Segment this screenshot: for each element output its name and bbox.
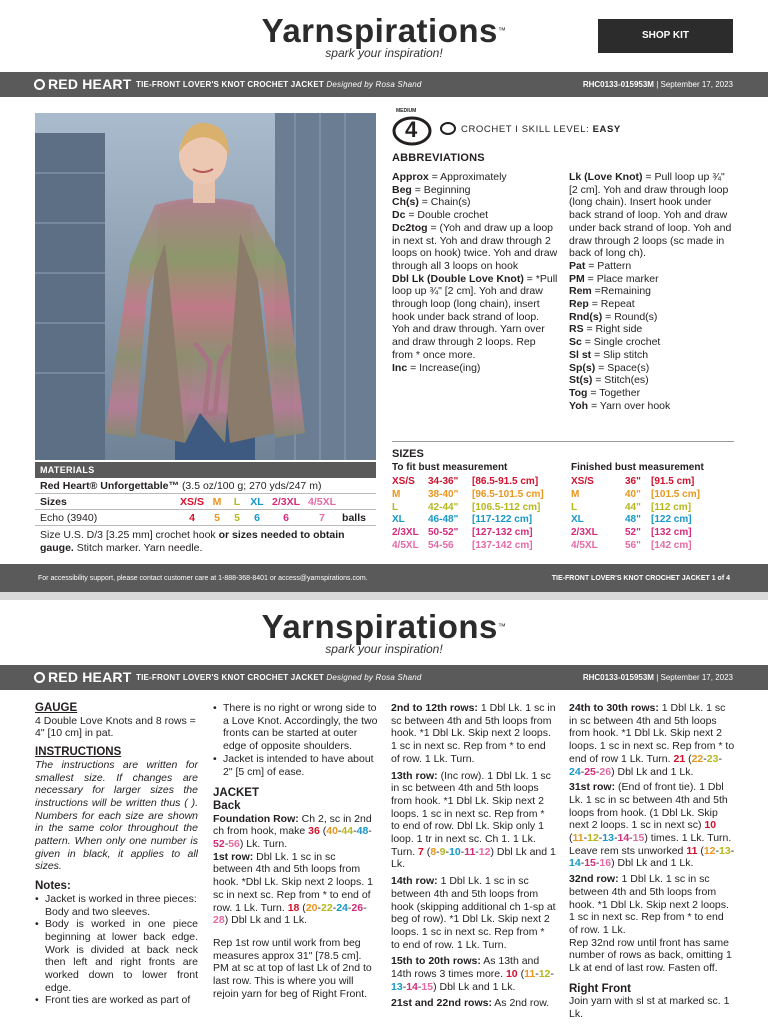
size-number: 26 [599, 765, 612, 778]
row-label: 31st row: [569, 781, 616, 794]
weight-number: 4 [405, 117, 418, 142]
gauge-heading: GAUGE [35, 702, 78, 714]
size-number: 24 [336, 901, 348, 914]
abbreviations-left-column [392, 171, 558, 374]
abbreviation-definition: =Remaining [591, 285, 652, 298]
abbreviation-definition: = Chain(s) [418, 196, 471, 209]
size-number: 14 [406, 980, 418, 993]
row-label: 14th row: [391, 875, 438, 888]
sizes-label: Sizes [40, 496, 67, 508]
size-number: 22 [691, 752, 704, 765]
abbreviation-item [392, 184, 558, 197]
jacket-back-column [213, 702, 378, 1000]
abbreviation-term: Pat [569, 259, 586, 272]
size-cm: [106.5-112 cm] [472, 501, 541, 513]
row-text: Dbl Lk and 1 Lk. [391, 845, 556, 871]
row-label: 2nd to 12th rows: [391, 702, 478, 714]
size-inches: 36" [625, 476, 641, 487]
pattern-title [136, 673, 422, 682]
pattern-code-text: RHC0133-015953M [582, 80, 654, 89]
size-number: 22 [321, 901, 333, 914]
size-number: 15 [584, 857, 596, 870]
right-front-heading: Right Front [569, 982, 631, 995]
abbreviation-term: Rnd(s) [569, 310, 603, 323]
size-row [392, 540, 567, 553]
designer-credit: Designed by Rosa Shand [326, 80, 422, 89]
gauge-text: 4 Double Love Knots and 8 rows = 4" [10 cm] in pat. [35, 714, 196, 740]
size-name: XL [392, 514, 405, 526]
pattern-code [583, 80, 733, 89]
abbreviation-item [569, 260, 735, 273]
size-number: 28 [213, 914, 225, 927]
row-text: (Inc row). 1 Dbl Lk. 1 sc in sc between 4th and 5th loops from hook. *1 Dbl Lk. Skip next 2 loops. 1 sc in next sc. Rep from * to end of row. Dbl Lk. Skip only 1 loop. 1 tr in next sc. Ch 1. 1 Lk. Turn. [391, 769, 551, 858]
size-number: 10 [704, 819, 717, 832]
abbreviation-term: Sc [569, 336, 582, 349]
size-number: 56 [228, 838, 240, 851]
size-4-5xl: 4/5XL [307, 496, 336, 508]
size-row [392, 502, 567, 515]
abbreviation-definition: = Place marker [584, 272, 659, 285]
size-number: 11 [572, 832, 584, 845]
abbreviations-right-column [569, 171, 735, 412]
abbreviation-item [392, 209, 558, 222]
size-2-3xl: 2/3XL [271, 496, 300, 508]
row-label: 13th row: [391, 769, 438, 782]
size-cm: [117-122 cm] [472, 514, 533, 526]
size-numbers: 21 (22-23-24-25-26) [569, 752, 722, 778]
abbreviation-term: RS [569, 323, 584, 336]
size-number: 20 [305, 901, 318, 914]
size-name: 4/5XL [392, 539, 419, 551]
back-heading: Back [213, 799, 241, 812]
row-text: Dbl Lk. 1 sc in sc between 4th and 5th loops from hook. *Dbl Lk. Skip next 2 loops. 1 sc in next sc. Rep from * to end of row. 1 Lk. Turn. [213, 850, 373, 914]
row-text: As 2nd row. [491, 997, 550, 1010]
designer-credit: Designed by Rosa Shand [326, 673, 422, 682]
abbreviation-definition: = Stitch(es) [592, 374, 649, 387]
abbreviation-item [569, 387, 735, 400]
size-number: 8 [430, 845, 437, 858]
note-item: • Jacket is intended to have about 2" [5 cm] of ease. [213, 753, 378, 778]
abbreviation-item [569, 349, 735, 362]
abbreviation-item [569, 362, 735, 375]
size-l: L [233, 496, 241, 508]
abbreviation-term: Dc [392, 209, 406, 222]
abbreviation-definition: = (Yoh and draw up a loop in next st. Yoh and draw through 2 loops on hook) twice. Yoh and draw through all 3 loops on hook [392, 221, 558, 272]
size-number: 23 [706, 752, 719, 765]
size-number: 11 [686, 844, 698, 857]
row-31 [569, 781, 735, 870]
front-rows-column-2 [569, 702, 735, 1021]
row-text: 1 Dbl Lk. 1 sc in sc between 4th and 5th loops from hook. *1 Dbl Lk. Skip next 2 loops. 1 sc in next sc. Rep from * to end of row. 1 Lk. Turn. [391, 702, 556, 765]
abbreviations-heading: ABBREVIATIONS [392, 152, 485, 164]
abbreviation-term: Tog [569, 386, 588, 399]
size-numbers: 11 (12-13-14-15-16) [569, 844, 735, 870]
note-item: • Body is worked in one piece beginning at lower back edge. Work is divided at back neck then left and right fronts are worked down to lower front edge. [35, 918, 198, 994]
color-name: Echo (3940) [40, 512, 98, 524]
weight-label: MEDIUM [396, 108, 417, 114]
abbreviation-item [569, 336, 735, 349]
abbreviation-definition: = Single crochet [581, 336, 661, 349]
size-number: 52 [213, 838, 225, 851]
abbreviation-term: Lk (Love Knot) [569, 171, 643, 183]
finished-table [571, 476, 731, 553]
notions-text: Stitch marker. Yarn needle. [73, 542, 203, 554]
size-inches: 46-48" [428, 514, 459, 526]
size-cm: [86.5-91.5 cm] [472, 476, 539, 487]
materials-hook [35, 526, 376, 555]
balls-label: balls [342, 512, 366, 524]
abbreviation-term: St(s) [569, 374, 593, 387]
size-numbers: 10 (11-12-13-14-15) [391, 968, 554, 993]
balls-m: 5 [214, 512, 220, 524]
abbreviation-term: Ch(s) [392, 196, 419, 209]
row-text: (End of front tie). 1 Dbl Lk. 1 sc in sc between 4th and 5th loops from hook. (1 Dbl Lk. Skip next 2 loops. 1 sc in next sc) [569, 781, 728, 832]
balls-xl: 6 [254, 512, 260, 524]
row-text: 1 Dbl Lk. 1 sc in sc between 4th and 5th loops from hook. *1 Dbl Lk. Skip next 2 loops. 1 sc in next sc. Rep from * to end of row. 1 Lk. [569, 873, 729, 936]
size-number: 15 [421, 980, 434, 993]
pattern-code [583, 673, 733, 682]
size-cm: [127-132 cm] [472, 527, 533, 539]
size-number: 13 [391, 980, 403, 993]
size-number: 12 [538, 968, 551, 981]
balls-2-3xl: 6 [283, 512, 289, 524]
row-text: Dbl Lk and 1 Lk. [614, 857, 694, 870]
abbreviation-item [569, 400, 735, 413]
row-label: Foundation Row: [213, 812, 299, 825]
rows-15-20 [391, 955, 556, 993]
abbreviation-item [569, 323, 735, 336]
logo-text: Yarnspirations [261, 608, 498, 645]
title-band [0, 665, 768, 690]
pattern-date: | September 17, 2023 [656, 80, 733, 89]
red-heart-text: RED HEART [48, 76, 132, 92]
size-inches: 52" [625, 527, 641, 539]
row-14 [391, 875, 556, 951]
size-number: 26 [351, 901, 364, 914]
abbreviation-definition: = Approximately [428, 171, 507, 183]
size-numbers: 36 (40-44-48-52-56) [213, 825, 372, 851]
page-footer [0, 564, 768, 592]
abbreviation-item [392, 222, 558, 273]
hook-text: Size U.S. D/3 [3.25 mm] crochet hook [40, 529, 219, 541]
pattern-date: | September 17, 2023 [656, 673, 733, 682]
size-name: 2/3XL [571, 527, 598, 539]
size-row [571, 489, 731, 502]
abbreviation-item [569, 285, 735, 298]
size-number: 10 [449, 845, 461, 858]
size-numbers: 7 (8-9-10-11-12) [418, 845, 494, 858]
row-text: Dbl Lk and 1 Lk. [228, 914, 307, 927]
row-text: Dbl Lk and 1 Lk. [614, 765, 694, 778]
size-inches: 40" [625, 488, 641, 500]
size-number: 16 [599, 857, 612, 870]
abbreviation-term: Approx [392, 171, 429, 183]
hook-gauge-text: or sizes needed to obtain gauge. [40, 529, 345, 554]
size-row [571, 514, 731, 527]
size-inches: 42-44" [428, 501, 459, 513]
size-number: 12 [478, 845, 491, 858]
row-label: 24th to 30th rows: [569, 702, 659, 714]
size-row [392, 527, 567, 540]
materials-table [35, 462, 376, 555]
size-number: 18 [287, 901, 300, 914]
yarn-detail: (3.5 oz/100 g; 270 yds/247 m) [181, 480, 322, 492]
abbreviation-definition: = Yarn over hook [588, 399, 671, 412]
abbreviation-definition: = Pattern [585, 259, 632, 272]
size-name: XS/S [392, 476, 415, 487]
row-label: 1st row: [213, 850, 254, 863]
size-row [571, 540, 731, 553]
crochet-hook-icon [440, 122, 456, 135]
craft-label: CROCHET [461, 124, 512, 135]
size-cm: [132 cm] [651, 527, 692, 539]
logo-tagline: spark your inspiration! [325, 46, 443, 60]
note-item: • There is no right or wrong side to a Love Knot. Accordingly, the two fronts can be started at outer edge of opposite shoulders. [213, 702, 378, 753]
row-1 [213, 851, 378, 927]
abbreviation-definition: = Double crochet [405, 209, 489, 222]
foundation-row [213, 813, 378, 851]
size-number: 13 [602, 832, 614, 845]
notes-heading: Notes: [35, 880, 71, 893]
size-number: 21 [673, 752, 686, 765]
size-number: 7 [418, 845, 424, 858]
abbreviation-term: Yoh [569, 399, 589, 412]
size-number: 10 [505, 968, 518, 981]
size-xl: XL [250, 496, 264, 508]
abbreviation-term: Rep [569, 298, 589, 311]
front-rows-column [391, 702, 556, 1010]
size-row [392, 476, 567, 489]
gauge-instructions-column [35, 702, 198, 1007]
row-text: 1 Dbl Lk. 1 sc in sc between 4th and 5th loops from hook (skipping additional ch 1-sp at beg of row). *1 Dbl Lk. Skip next 2 loops. 1 sc in next sc. Rep from * to end of row. 1 Lk. Turn. [391, 875, 556, 951]
size-number: 12 [703, 844, 716, 857]
row-text: times. 1 Lk. Turn. Leave rem sts unworked [569, 832, 732, 857]
logo-tm: ™ [497, 26, 507, 35]
abbreviation-definition: = Together [587, 386, 641, 399]
abbreviation-term: PM [569, 272, 585, 285]
abbreviation-item [569, 171, 735, 260]
size-cm: [91.5 cm] [651, 476, 695, 487]
size-cm: [142 cm] [651, 539, 692, 551]
size-row [571, 527, 731, 540]
size-inches: 54-56 [428, 539, 454, 551]
pattern-title-text: TIE-FRONT LOVER'S KNOT CROCHET JACKET [136, 80, 324, 89]
skill-value: EASY [592, 124, 621, 135]
abbreviation-item [392, 171, 558, 184]
size-cm: [137-142 cm] [472, 539, 533, 551]
rows-21-22 [391, 997, 556, 1010]
balls-xs: 4 [189, 512, 195, 524]
size-cm: [112 cm] [651, 501, 692, 513]
size-number: 14 [569, 857, 581, 870]
materials-yarn-row [35, 478, 376, 494]
heart-icon [34, 79, 45, 90]
row-text: Ch 2, sc in 2nd ch from hook, make [213, 812, 372, 838]
balls-4-5xl: 7 [319, 512, 325, 524]
abbreviation-term: Inc [392, 361, 408, 374]
abbreviation-definition: = Beginning [411, 183, 471, 196]
size-xs: XS/S [180, 496, 204, 508]
note-item: • Front ties are worked as part of [35, 994, 198, 1007]
heart-icon [34, 672, 45, 683]
size-name: M [571, 488, 580, 500]
abbreviation-definition: = Round(s) [602, 310, 658, 323]
size-cm: [101.5 cm] [651, 488, 700, 500]
abbreviation-definition: = Right side [583, 323, 643, 336]
size-name: 2/3XL [392, 527, 419, 539]
size-row [392, 514, 567, 527]
size-row [571, 502, 731, 515]
abbreviation-definition: = Space(s) [595, 361, 650, 374]
abbreviation-term: Dc2tog [392, 221, 428, 234]
materials-color-row [35, 510, 376, 526]
abbreviation-item [569, 311, 735, 324]
abbreviation-item [569, 374, 735, 387]
abbreviation-item [569, 273, 735, 286]
accessibility-note[interactable]: For accessibility support, please contact customer care at 1-888-368-8401 or access@yarnspirations.com. [38, 575, 368, 582]
size-number: 11 [464, 845, 476, 858]
yarnspirations-logo[interactable] [0, 610, 768, 656]
model-illustration [35, 113, 376, 460]
red-heart-text: RED HEART [48, 669, 132, 685]
shop-kit-button[interactable]: SHOP KIT [598, 19, 733, 53]
abbreviation-term: Dbl Lk (Double Love Knot) [392, 272, 524, 285]
materials-heading: MATERIALS [35, 462, 376, 478]
instructions-heading: INSTRUCTIONS [35, 746, 122, 759]
size-name: XL [571, 514, 584, 526]
size-number: 12 [587, 832, 599, 845]
size-number: 36 [308, 825, 320, 838]
jacket-photo [35, 113, 376, 460]
pattern-code-text: RHC0133-015953M [582, 673, 654, 682]
abbreviation-term: Rem [569, 285, 592, 298]
row-text: 1 Dbl Lk. 1 sc in sc between 4th and 5th loops from hook. *1 Dbl Lk. Skip next 2 loops. 1 sc in next sc. Rep from * to end of row 1 Lk. Turn. [569, 702, 735, 765]
title-band [0, 72, 768, 97]
size-number: 9 [439, 845, 446, 858]
size-number: 24 [569, 765, 581, 778]
size-row [571, 476, 731, 489]
size-name: L [392, 501, 399, 513]
logo-tagline: spark your inspiration! [325, 642, 443, 656]
balls-l: 5 [234, 512, 240, 524]
abbreviation-term: Sl st [569, 348, 592, 361]
red-heart-logo [34, 76, 131, 92]
rows-24-30 [569, 702, 735, 778]
pattern-title-text: TIE-FRONT LOVER'S KNOT CROCHET JACKET [136, 673, 324, 682]
section-divider [392, 441, 734, 442]
size-numbers: 10 (11-12-13-14-15) [569, 819, 717, 845]
abbreviation-term: Sp(s) [569, 361, 596, 374]
bust-heading: To fit bust measurement [392, 462, 508, 473]
yarn-name: Red Heart® Unforgettable™ [40, 480, 180, 492]
pattern-title [136, 80, 422, 89]
size-cm: [96.5-101.5 cm] [472, 488, 544, 500]
size-row [392, 489, 567, 502]
red-heart-logo [34, 669, 131, 685]
abbreviation-definition: = *Pull loop up ¾" [2 cm]. Yoh and draw through loop (long chain), insert hook under back strand of loop. Yoh and draw through. Yarn over and draw through 2 loops. Rep from * once more. [392, 272, 558, 361]
skill-label: SKILL LEVEL: [521, 124, 590, 135]
size-inches: 44" [625, 501, 641, 513]
yarn-weight-icon [392, 108, 432, 145]
size-name: XS/S [571, 476, 594, 487]
size-m: M [212, 496, 222, 508]
rows-2-12 [391, 702, 556, 766]
jacket-heading: JACKET [213, 787, 260, 800]
abbreviation-definition: = Increase(ing) [407, 361, 481, 374]
skill-level [440, 122, 621, 135]
size-inches: 48" [625, 514, 641, 526]
abbreviation-item [392, 273, 558, 362]
repeat-text: Rep 32nd row until front has same number of rows as back, omitting 1 Lk at end of last row. Fasten off. [569, 936, 732, 975]
bust-table [392, 476, 567, 553]
logo-tm: ™ [497, 622, 507, 631]
row-13 [391, 770, 556, 872]
size-name: 4/5XL [571, 539, 598, 551]
size-number: 40 [326, 825, 338, 838]
abbreviation-definition: = Pull loop up ¾" [2 cm]. Yoh and draw through loop (long chain). Insert hook under back strand of loop. Yoh and draw under back strand of loop. Yoh and draw through 2 loops (sc made in back of long ch). [569, 171, 732, 260]
size-cm: [122 cm] [651, 514, 692, 526]
page-number: TIE-FRONT LOVER'S KNOT CROCHET JACKET 1 of 4 [551, 575, 730, 582]
row-label: 32nd row: [569, 873, 619, 886]
size-name: M [392, 488, 401, 500]
size-number: 25 [584, 765, 596, 778]
row-label: 21st and 22nd rows: [391, 997, 492, 1010]
size-inches: 34-36" [428, 476, 459, 487]
size-number: 44 [341, 825, 354, 838]
size-numbers: 18 (20-22-24-26-28) [213, 901, 367, 927]
abbreviation-item [392, 362, 558, 375]
repeat-text: Rep 1st row until work from beg measures approx 31" [78.5 cm]. PM at sc at top of last Lk of 2nd to last row. This is where you will rejoin yarn for beg of Right Front. [213, 936, 372, 1000]
row-32 [569, 873, 735, 937]
note-item: • Jacket is worked in three pieces: Body and two sleeves. [35, 893, 198, 918]
right-front-text: Join yarn with sl st at marked sc. 1 Lk. [569, 995, 730, 1021]
size-inches: 50-52" [428, 527, 459, 539]
abbreviation-definition: = Slip stitch [591, 348, 649, 361]
size-number: 14 [617, 832, 630, 845]
abbreviation-term: Beg [392, 183, 412, 196]
row-text: As 13th and 14th rows 3 times more. [391, 955, 540, 981]
size-number: 11 [524, 968, 536, 981]
instructions-text: The instructions are written for smallest size. If changes are necessary for larger sizes the instructions will be written thus ( ). Numbers for each size are shown in the same color throughout the pattern. When only one number is given in black, it applies to all sizes. [35, 758, 198, 873]
size-number: 15 [632, 832, 645, 845]
abbreviation-definition: = Repeat [588, 298, 635, 311]
size-number: 13 [719, 844, 731, 857]
size-inches: 56" [625, 539, 641, 551]
row-text: Lk. Turn. [243, 838, 288, 851]
row-label: 15th to 20th rows: [391, 955, 481, 968]
sizes-heading: SIZES [392, 448, 424, 460]
abbreviation-item [569, 298, 735, 311]
row-text: Dbl Lk and 1 Lk. [436, 980, 516, 993]
logo-text: Yarnspirations [261, 12, 498, 49]
size-inches: 38-40" [428, 488, 459, 500]
abbreviation-item [392, 196, 558, 209]
skill-separator: I [515, 124, 519, 135]
size-number: 48 [356, 825, 369, 838]
materials-sizes-row [35, 494, 376, 510]
size-name: L [571, 501, 578, 513]
finished-heading: Finished bust measurement [571, 462, 704, 473]
